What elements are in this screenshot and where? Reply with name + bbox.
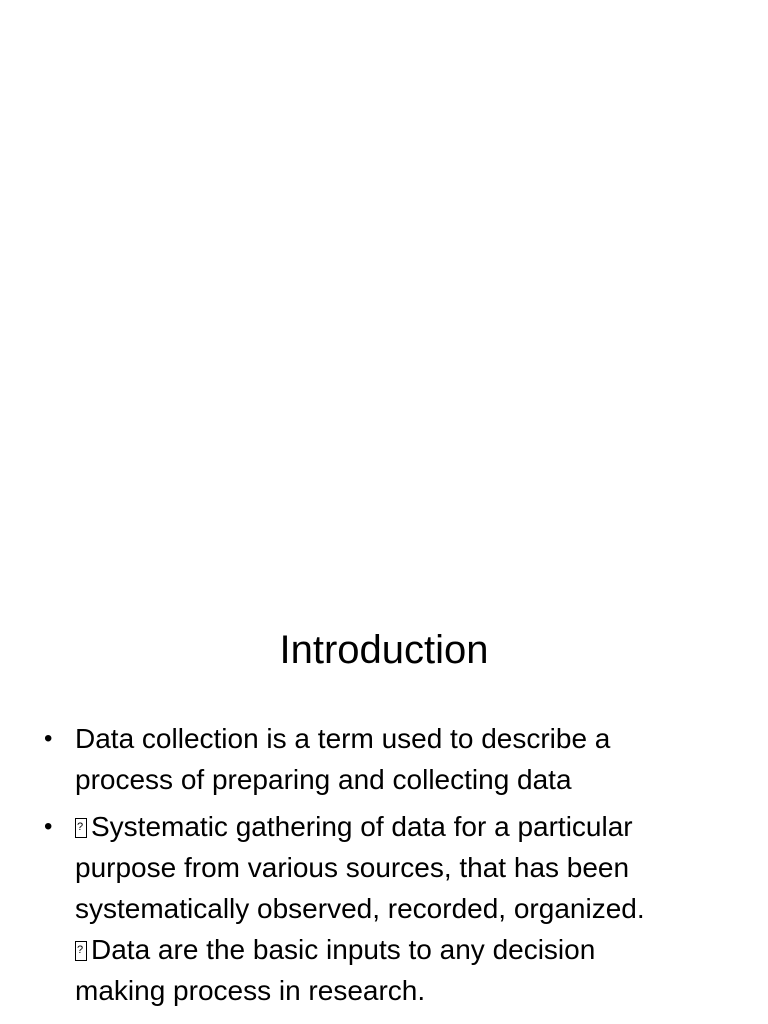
bullet-text [75,806,724,1011]
slide-title: Introduction [279,628,489,672]
bullet-line: process of preparing and collecting data [75,764,572,795]
bullet-line-with-symbol [75,806,724,847]
bullet-line: making process in research. [75,975,426,1006]
bullet-text [75,718,724,800]
missing-glyph-icon [75,818,87,838]
bullet-line-text: Systematic gathering of data for a particular [91,811,633,842]
bullet-list [44,718,724,1017]
missing-glyph-icon [75,941,87,961]
bullet-marker: • [44,813,53,840]
bullet-line-with-symbol [75,929,724,970]
bullet-item-2 [44,806,724,1011]
bullet-line: systematically observed, recorded, organized. [75,893,645,924]
bullet-line-text: Data are the basic inputs to any decision [91,934,596,965]
bullet-marker: • [44,725,53,752]
bullet-line: Data collection is a term used to describe a [75,723,611,754]
bullet-item-1 [44,718,724,800]
bullet-line: purpose from various sources, that has been [75,852,630,883]
